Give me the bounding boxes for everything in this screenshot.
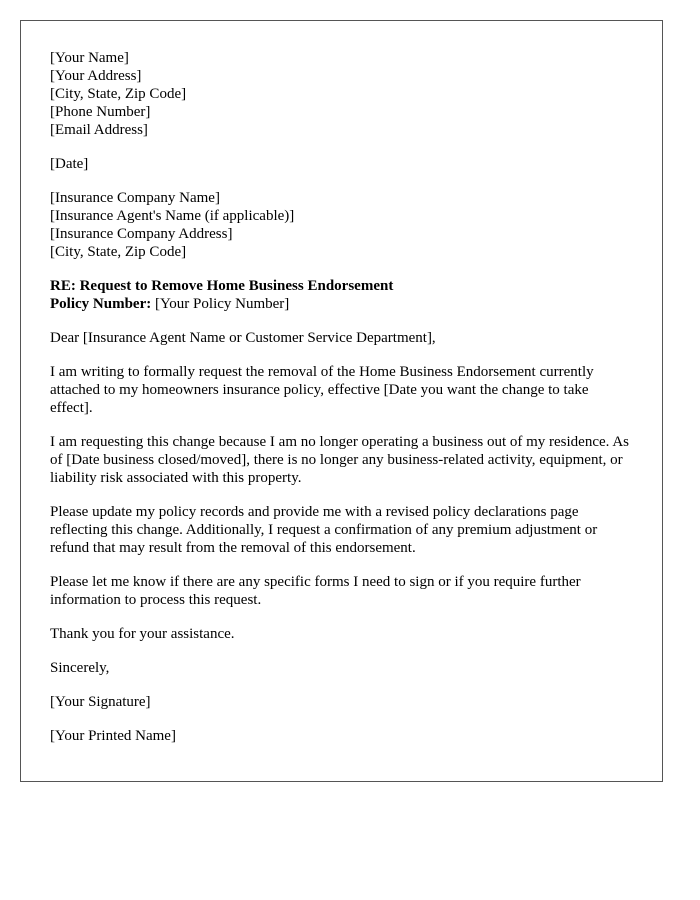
body-paragraph: Thank you for your assistance. bbox=[50, 626, 235, 642]
sender-email: [Email Address] bbox=[50, 122, 148, 138]
body-paragraph: I am writing to formally request the removal of the Home Business Endorsement currently attached to my homeowners insurance policy, effective [Date you want the change to take effect]. bbox=[50, 364, 594, 416]
policy-value: [Your Policy Number] bbox=[151, 296, 290, 312]
sender-name: [Your Name] bbox=[50, 50, 129, 66]
letter bbox=[20, 20, 663, 782]
sender-city: [City, State, Zip Code] bbox=[50, 86, 187, 102]
letter-date: [Date] bbox=[50, 156, 89, 172]
body-paragraph: Please let me know if there are any specific forms I need to sign or if you require further information to process this request. bbox=[50, 574, 581, 608]
sender-block bbox=[50, 49, 633, 139]
policy-number-line bbox=[50, 295, 633, 313]
subject-block bbox=[50, 277, 633, 313]
printed-name: [Your Printed Name] bbox=[50, 728, 176, 744]
salutation: Dear [Insurance Agent Name or Customer Service Department], bbox=[50, 330, 436, 346]
sender-address: [Your Address] bbox=[50, 68, 142, 84]
recipient-company: [Insurance Company Name] bbox=[50, 190, 220, 206]
body-paragraph: Please update my policy records and provide me with a revised policy declarations page reflecting this change. Additionally, I request a confirmation of any premium adjustment or refund that may result from the removal of this endorsement. bbox=[50, 504, 598, 556]
recipient-address: [Insurance Company Address] bbox=[50, 226, 233, 242]
closing: Sincerely, bbox=[50, 660, 110, 676]
body-paragraph: I am requesting this change because I am no longer operating a business out of my residence. As of [Date business closed/moved], there is no longer any business-related activity, equipment, or liability risk associated with this property. bbox=[50, 434, 630, 486]
sender-phone: [Phone Number] bbox=[50, 104, 151, 120]
recipient-agent: [Insurance Agent's Name (if applicable)] bbox=[50, 208, 295, 224]
policy-label: Policy Number: bbox=[50, 296, 152, 312]
recipient-city: [City, State, Zip Code] bbox=[50, 244, 187, 260]
recipient-block bbox=[50, 189, 633, 261]
re-line: RE: Request to Remove Home Business Endorsement bbox=[50, 278, 394, 294]
signature: [Your Signature] bbox=[50, 694, 151, 710]
